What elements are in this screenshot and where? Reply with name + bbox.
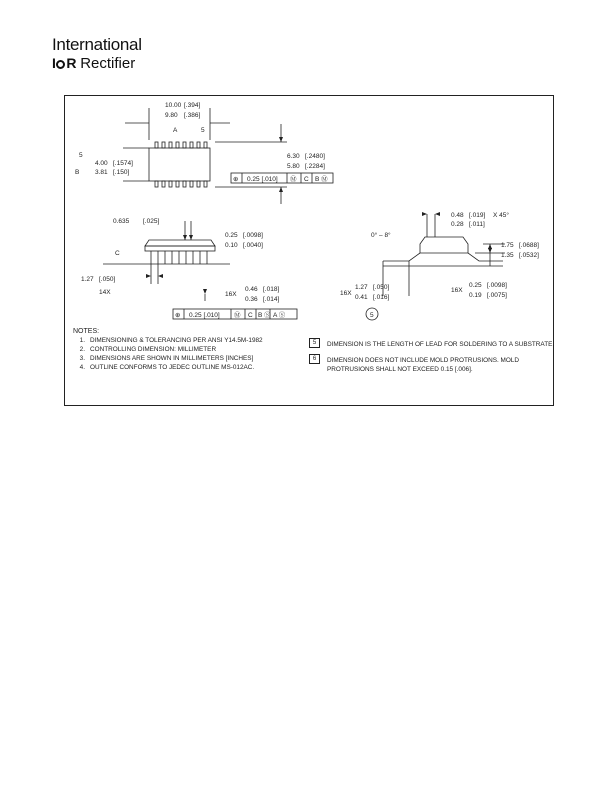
thick-min: 0.19 bbox=[469, 292, 482, 299]
pitch: 1.27 bbox=[81, 276, 94, 283]
foot-max: 1.27 bbox=[355, 284, 368, 291]
lead-len-min-in: [.0040] bbox=[243, 242, 263, 249]
chamfer: X 45° bbox=[493, 212, 509, 219]
note-line: 4. OUTLINE CONFORMS TO JEDEC OUTLINE MS-012AC. bbox=[79, 364, 255, 371]
foot-min: 0.41 bbox=[355, 294, 368, 301]
logo-igr-mark: I R bbox=[52, 55, 77, 71]
dim-e-max: 4.00 bbox=[95, 160, 108, 167]
fcf-bottom-2: Ⓜ bbox=[234, 312, 241, 319]
note-5: 5 DIMENSION IS THE LENGTH OF LEAD FOR SOLDERING TO A SUBSTRATE. bbox=[309, 340, 554, 349]
height-min: 1.35 bbox=[501, 252, 514, 259]
pitch-ref-in: [.025] bbox=[143, 218, 160, 225]
end-view-body bbox=[420, 237, 468, 253]
right-notes-block bbox=[309, 340, 554, 374]
lead-w-min-in: [.014] bbox=[263, 296, 280, 303]
fcf-bottom-5: A Ⓢ bbox=[273, 312, 286, 319]
pitch-count: 14X bbox=[99, 289, 111, 296]
lead-t-min-in: [.011] bbox=[469, 221, 485, 228]
note-line: 2. CONTROLLING DIMENSION: MILLIMETER bbox=[79, 346, 217, 353]
logo-rectifier: Rectifier bbox=[80, 55, 136, 72]
top-view-leads-lower bbox=[155, 181, 207, 187]
datum-c: C bbox=[115, 250, 120, 257]
lead-t-max: 0.48 bbox=[451, 212, 464, 219]
notes-block bbox=[73, 327, 263, 372]
foot-count: 16X bbox=[340, 290, 352, 297]
top-view-body bbox=[149, 148, 210, 181]
fcf-bottom-0: ⊕ bbox=[175, 312, 181, 319]
lead-w-max: 0.46 bbox=[245, 286, 258, 293]
top-view-leads-upper bbox=[155, 142, 207, 148]
thick-min-in: [.0075] bbox=[487, 292, 507, 299]
note-line: 1. DIMENSIONING & TOLERANCING PER ANSI Y14.5M-1982 bbox=[79, 337, 263, 344]
fcf-bottom-3: C bbox=[248, 312, 253, 319]
dim-e-min-in: [.150] bbox=[113, 169, 130, 176]
dim-d-min-in: [.386] bbox=[184, 112, 201, 119]
thick-count: 16X bbox=[451, 287, 463, 294]
pitch-ref: 0.635 bbox=[113, 218, 130, 225]
height-min-in: [.0532] bbox=[519, 252, 539, 259]
package-outline-drawing bbox=[64, 95, 554, 406]
pitch-in: [.050] bbox=[99, 276, 116, 283]
thick-max-in: [.0098] bbox=[487, 282, 507, 289]
lead-count-16x: 16X bbox=[225, 291, 237, 298]
side-view-leads bbox=[151, 251, 207, 264]
note-6-ref: 6 bbox=[309, 354, 320, 364]
dimension-arrows bbox=[146, 137, 492, 294]
lead-t-max-in: [.019] bbox=[469, 212, 486, 219]
note-line: 3. DIMENSIONS ARE SHOWN IN MILLIMETERS [INCHES] bbox=[79, 355, 254, 362]
dim-h-max-in: [.2480] bbox=[305, 153, 325, 160]
dim-e-min: 3.81 bbox=[95, 169, 108, 176]
thick-max: 0.25 bbox=[469, 282, 482, 289]
fcf-top-3: C bbox=[304, 176, 309, 183]
lead-len-max: 0.25 bbox=[225, 232, 238, 239]
fcf-top-0: ⊕ bbox=[233, 176, 239, 183]
side-view-body bbox=[145, 240, 215, 246]
dim-d-max: 10.00 bbox=[165, 102, 182, 109]
fcf-top-2: Ⓜ bbox=[290, 176, 297, 183]
fcf-top-4: B Ⓜ bbox=[315, 176, 328, 183]
fcf-bottom-4: B Ⓢ bbox=[258, 312, 271, 319]
note-ref-5a: 5 bbox=[201, 127, 205, 134]
foot-min-in: [.016] bbox=[373, 294, 390, 301]
dim-d-min: 9.80 bbox=[165, 112, 178, 119]
lead-angle: 0° – 8° bbox=[371, 232, 391, 239]
dim-e-max-in: [.1574] bbox=[113, 160, 133, 167]
foot-max-in: [.050] bbox=[373, 284, 390, 291]
lead-len-min: 0.10 bbox=[225, 242, 238, 249]
height-max: 1.75 bbox=[501, 242, 514, 249]
height-max-in: [.0688] bbox=[519, 242, 539, 249]
note-5-ref: 5 bbox=[309, 338, 320, 348]
datum-a: A bbox=[173, 127, 178, 134]
company-logo bbox=[52, 36, 142, 72]
dim-h-min-in: [.2284] bbox=[305, 163, 325, 170]
dim-h-max: 6.30 bbox=[287, 153, 300, 160]
lead-t-min: 0.28 bbox=[451, 221, 464, 228]
datum-b: B bbox=[75, 169, 80, 176]
logo-international: International bbox=[52, 35, 142, 54]
lead-len-max-in: [.0098] bbox=[243, 232, 263, 239]
dim-h-min: 5.80 bbox=[287, 163, 300, 170]
note-ref-5b: 5 bbox=[79, 152, 83, 159]
notes-heading: NOTES: bbox=[73, 328, 100, 335]
fcf-top-1: 0.25 [.010] bbox=[247, 176, 278, 183]
dim-d-max-in: [.394] bbox=[184, 102, 201, 109]
logo-rectifier-line bbox=[52, 55, 142, 72]
note-6: 6 DIMENSION DOES NOT INCLUDE MOLD PROTRUSIONS. MOLD PROTRUSIONS SHALL NOT EXCEED 0.15 [.006]. bbox=[309, 356, 554, 374]
fcf-bottom-1: 0.25 [.010] bbox=[189, 312, 220, 319]
note-ref-5c: 5 bbox=[370, 312, 374, 319]
lead-w-max-in: [.018] bbox=[263, 286, 280, 293]
lead-w-min: 0.36 bbox=[245, 296, 258, 303]
